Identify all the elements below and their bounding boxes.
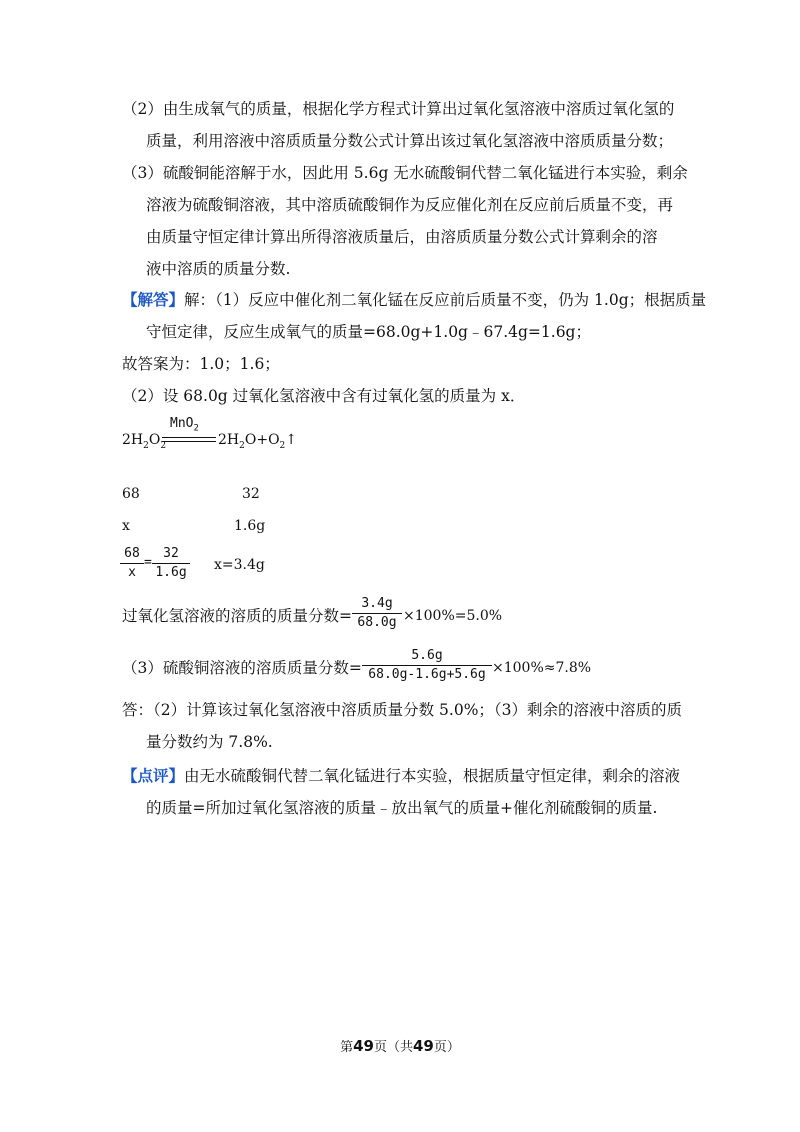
mass-fraction-h2o2-label: 过氧化氢溶液的溶质的质量分数= xyxy=(122,607,352,625)
analysis-p2-line2: 质量，利用溶液中溶质质量分数公式计算出该过氧化氢溶液中溶质质量分数； xyxy=(146,132,674,150)
answer-line1 xyxy=(122,290,706,310)
analysis-p3-line1: （3）硫酸铜能溶解于水，因此用 5.6g 无水硫酸铜代替二氧化锰进行本实验，剩余 xyxy=(122,164,688,182)
comment-text-1: 由无水硫酸铜代替二氧化锰进行本实验，根据质量守恒定律，剩余的溶液 xyxy=(184,767,681,785)
equation-bar-top xyxy=(162,437,216,438)
answer-tag: 【解答】 xyxy=(122,290,185,309)
comment-tag: 【点评】 xyxy=(122,766,185,785)
page-footer: 第49页（共49页） xyxy=(340,1037,460,1055)
equation-bar-bottom xyxy=(162,441,216,442)
fraction-32-over-1-6g: 32 1.6g xyxy=(152,546,190,581)
result-x: x=3.4g xyxy=(214,557,265,573)
answer-line4: （2）设 68.0g 过氧化氢溶液中含有过氧化氢的质量为 x． xyxy=(122,387,526,405)
final-answer-line2: 量分数约为 7.8%. xyxy=(146,733,273,751)
fraction-3-4g-over-68g: 3.4g 68.0g xyxy=(352,596,402,631)
gas-arrow: ↑ xyxy=(285,432,298,448)
analysis-p3-line4: 液中溶质的质量分数. xyxy=(146,260,291,278)
answer-text-1: 解：（1）反应中催化剂二氧化锰在反应前后质量不变，仍为 1.0g；根据质量 xyxy=(184,291,707,309)
comment-line2: 的质量=所加过氧化氢溶液的质量﹣放出氧气的质量+催化剂硫酸铜的质量. xyxy=(146,799,658,817)
fraction-68-over-x: 68 x xyxy=(120,546,144,581)
mass-68: 68 xyxy=(122,486,140,502)
mass-fraction-cuso4-result: ×100%≈7.8% xyxy=(492,660,592,676)
comment-line1 xyxy=(122,766,680,786)
final-answer-line1: 答：（2）计算该过氧化氢溶液中溶质质量分数 5.0%；（3）剩余的溶液中溶质的质 xyxy=(122,701,683,719)
value-1-6g: 1.6g xyxy=(234,518,266,534)
answer-line3: 故答案为：1.0；1.6； xyxy=(122,355,280,373)
fraction-equals: = xyxy=(144,555,152,570)
answer-line2: 守恒定律，反应生成氧气的质量=68.0g+1.0g﹣67.4g=1.6g； xyxy=(146,323,591,341)
analysis-p3-line3: 由质量守恒定律计算出所得溶液质量后，由溶质质量分数公式计算剩余的溶 xyxy=(146,228,658,246)
mass-fraction-cuso4-label: （3）硫酸铜溶液的溶质质量分数= xyxy=(122,659,362,677)
equation-right: $2H_2O+O_2↑$ xyxy=(218,432,298,451)
equation-catalyst: MnO$_2$ xyxy=(170,416,199,434)
value-x: x xyxy=(122,518,130,534)
analysis-p3-line2: 溶液为硫酸铜溶液，其中溶质硫酸铜作为反应催化剂在反应前后质量不变，再 xyxy=(146,196,674,214)
analysis-p2-line1: （2）由生成氧气的质量，根据化学方程式计算出过氧化氢溶液中溶质过氧化氢的 xyxy=(122,100,675,118)
mass-fraction-h2o2-result: ×100%=5.0% xyxy=(403,608,503,624)
mass-32: 32 xyxy=(242,486,260,502)
equation-left: $2H_2O_2$ xyxy=(122,432,167,451)
page-total: 49 xyxy=(413,1037,434,1055)
fraction-5-6g-over-total: 5.6g 68.0g-1.6g+5.6g xyxy=(362,648,492,683)
page-number: 49 xyxy=(353,1037,374,1055)
